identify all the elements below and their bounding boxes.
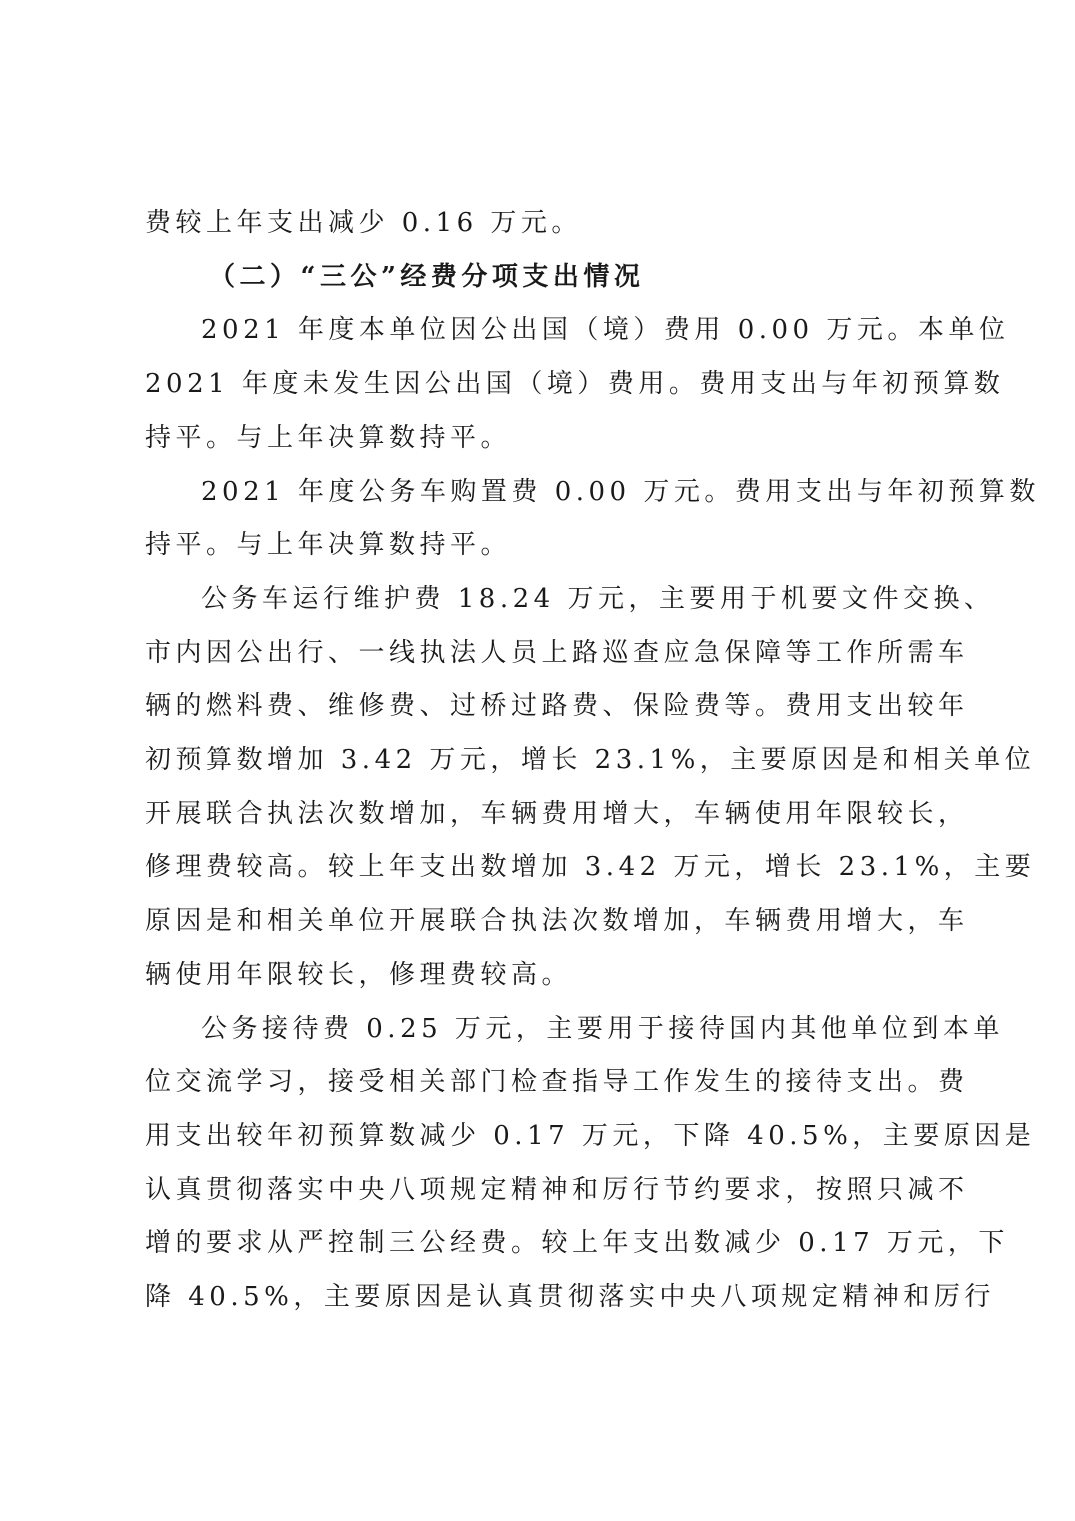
text-line: 位交流学习，接受相关部门检查指导工作发生的接待支出。费 [145, 1067, 969, 1098]
text-line: 公务车运行维护费 18.24 万元，主要用于机要文件交换、 [201, 583, 995, 614]
paragraph-vehicle-maintenance [145, 573, 1036, 1003]
paragraph-continuation [145, 197, 943, 251]
text-line: 持平。与上年决算数持平。 [145, 422, 512, 453]
text-line: 降 40.5%，主要原因是认真贯彻落实中央八项规定精神和厉行 [145, 1282, 995, 1313]
text-line: 持平。与上年决算数持平。 [145, 530, 512, 561]
text-line: 开展联合执法次数增加，车辆费用增大，车辆使用年限较长， [145, 798, 969, 829]
paragraph-vehicle-purchase [145, 466, 1040, 573]
paragraph-reception [145, 1003, 1036, 1325]
text-line: 2021 年度未发生因公出国（境）费用。费用支出与年初预算数 [145, 369, 1005, 400]
text-line: 辆使用年限较长，修理费较高。 [145, 959, 573, 990]
text-line: 修理费较高。较上年支出数增加 3.42 万元，增长 23.1%，主要 [145, 852, 1036, 883]
section-heading-text: （二）“三公”经费分项支出情况 [209, 261, 645, 292]
text-line: 费较上年支出减少 0.16 万元。 [145, 208, 582, 238]
text-line: 辆的燃料费、维修费、过桥过路费、保险费等。费用支出较年 [145, 691, 969, 722]
text-line: 用支出较年初预算数减少 0.17 万元，下降 40.5%，主要原因是 [145, 1120, 1036, 1151]
text-line: 增的要求从严控制三公经费。较上年支出数减少 0.17 万元，下 [145, 1228, 1009, 1259]
paragraph-overseas-travel [145, 304, 1010, 465]
document-page [145, 197, 1040, 1325]
text-line: 2021 年度公务车购置费 0.00 万元。费用支出与年初预算数 [201, 476, 1040, 507]
text-line: 认真贯彻落实中央八项规定精神和厉行节约要求，按照只减不 [145, 1174, 969, 1205]
section-heading [145, 251, 943, 305]
text-line: 初预算数增加 3.42 万元，增长 23.1%，主要原因是和相关单位 [145, 745, 1036, 776]
text-line: 市内因公出行、一线执法人员上路巡查应急保障等工作所需车 [145, 637, 969, 668]
text-line: 公务接待费 0.25 万元，主要用于接待国内其他单位到本单 [201, 1013, 1004, 1044]
text-line: 原因是和相关单位开展联合执法次数增加，车辆费用增大，车 [145, 906, 969, 937]
text-line: 2021 年度本单位因公出国（境）费用 0.00 万元。本单位 [201, 315, 1010, 346]
